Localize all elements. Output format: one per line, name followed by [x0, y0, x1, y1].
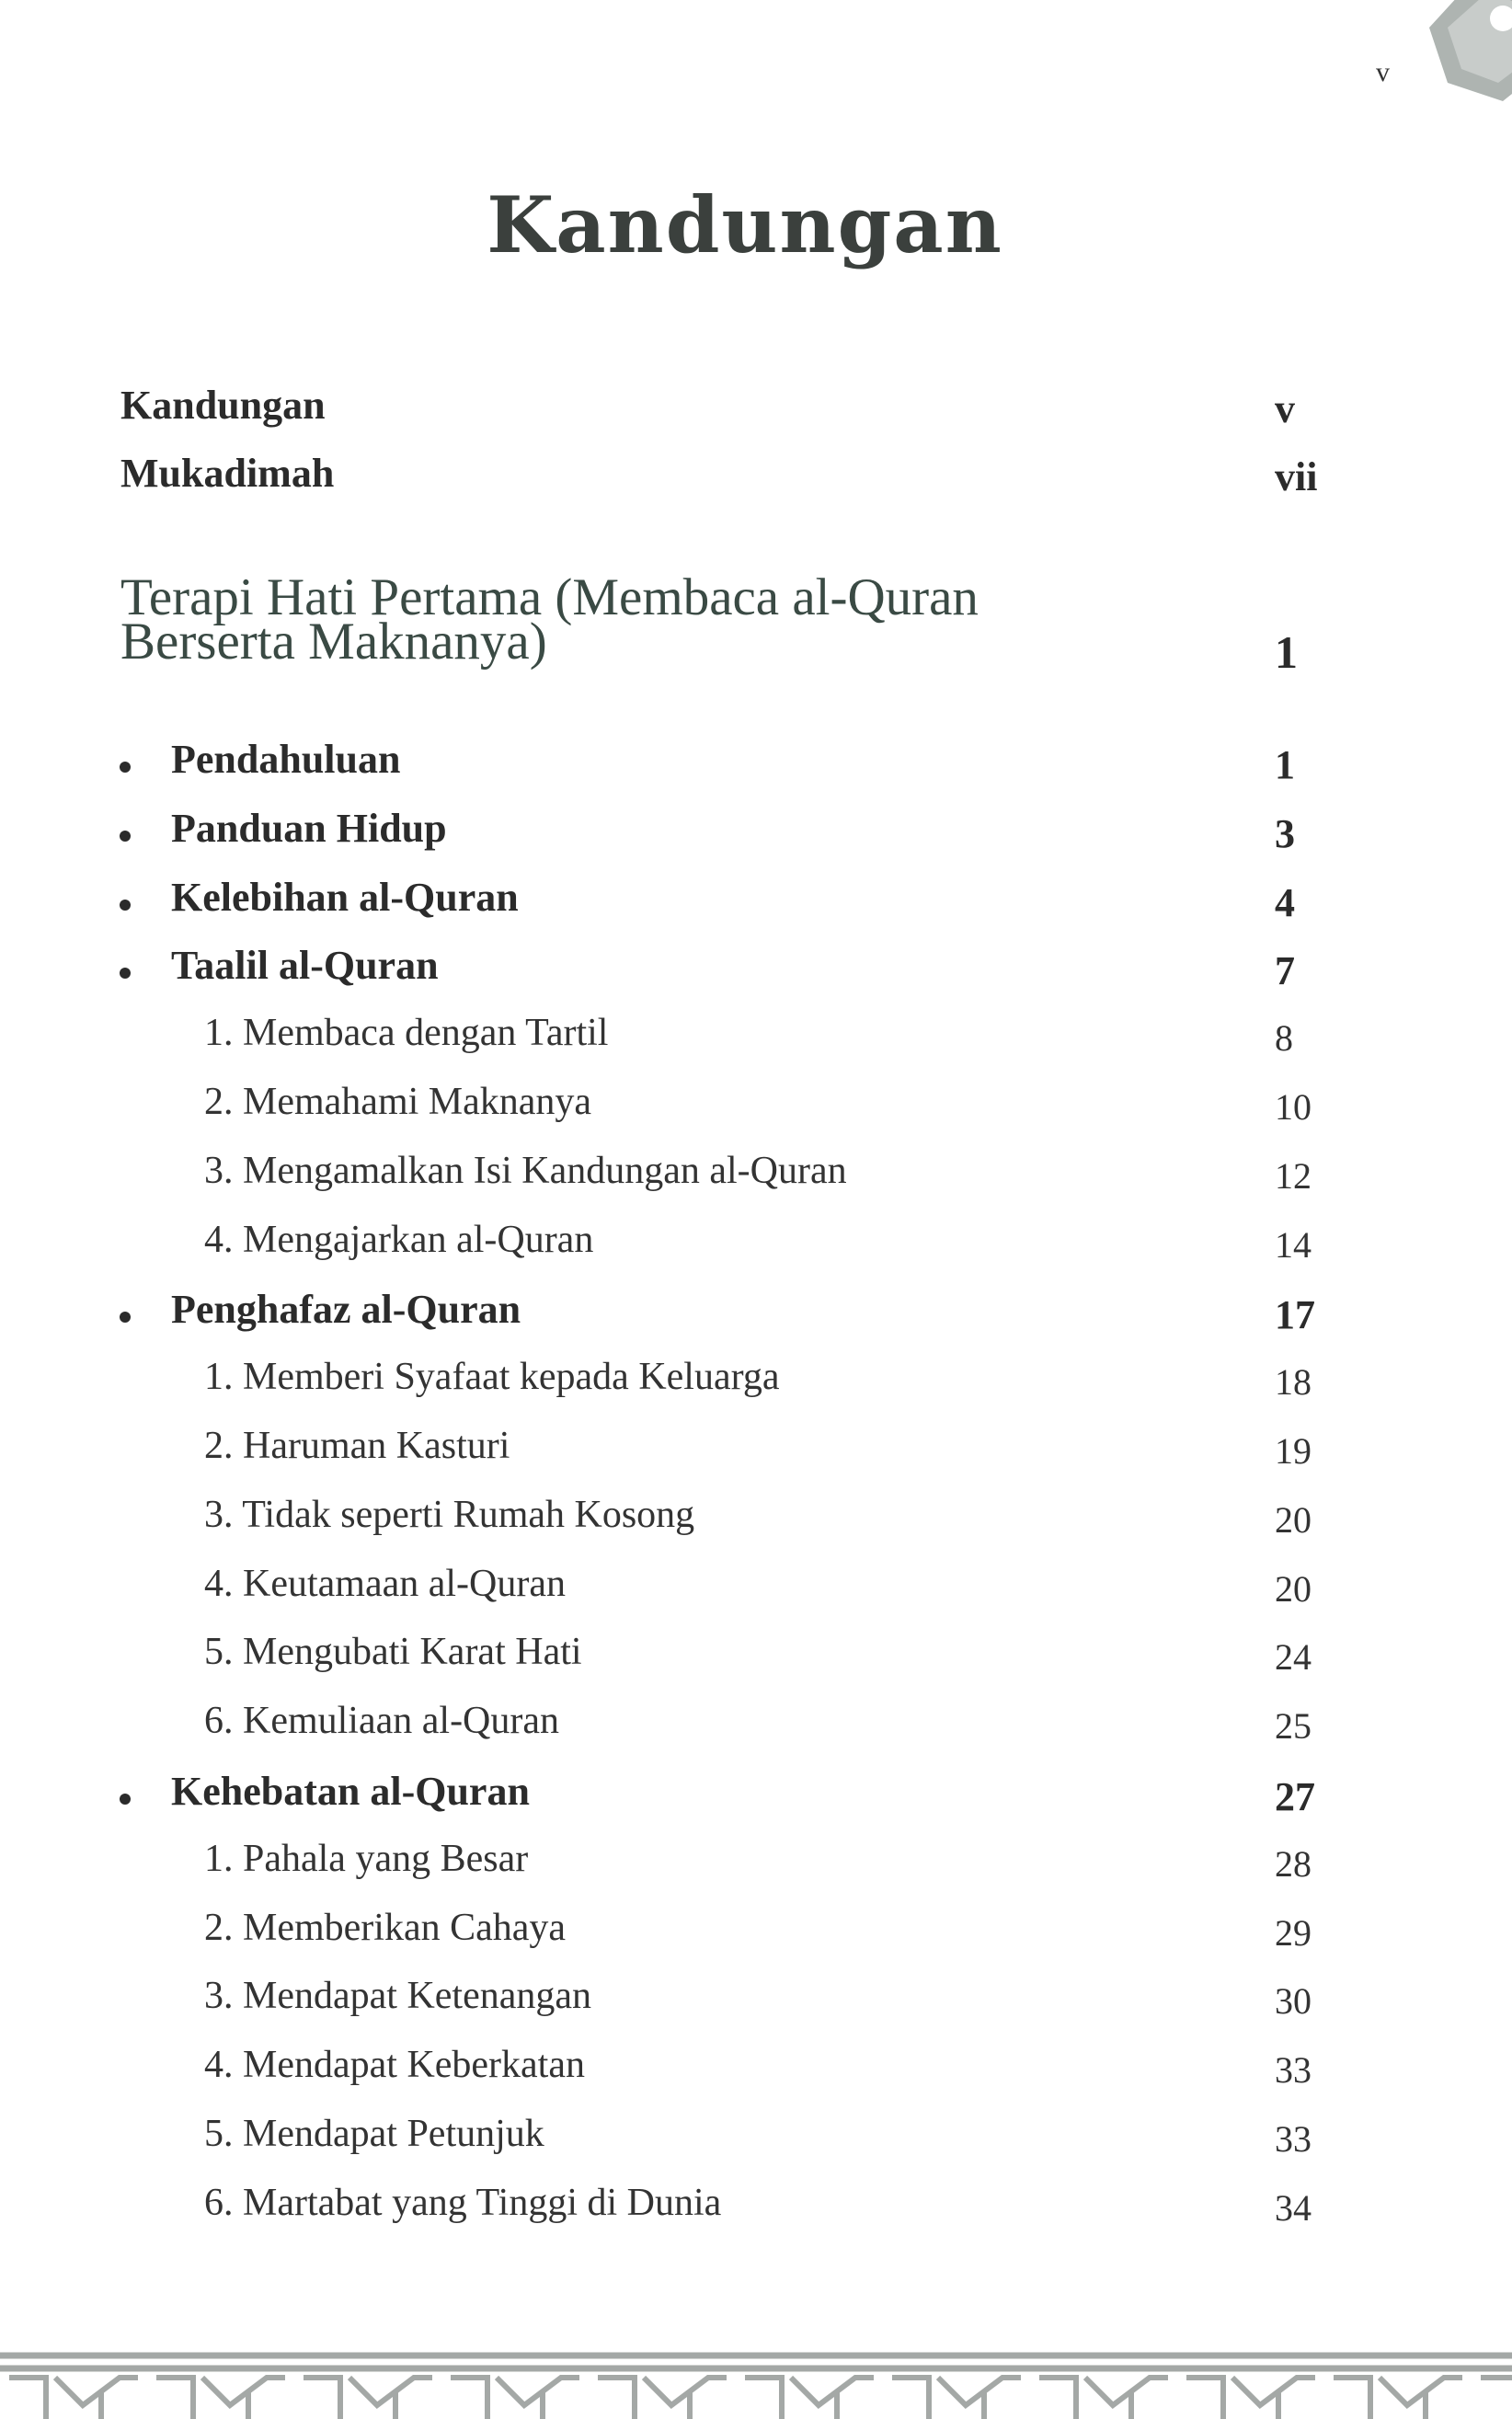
toc-label: 3. Tidak seperti Rumah Kosong	[204, 1493, 695, 1536]
toc-subentry[interactable]	[0, 1630, 1512, 1685]
toc-subentry[interactable]	[0, 1493, 1512, 1548]
page-number: v	[1376, 57, 1390, 87]
page-title: Kandungan	[487, 179, 1003, 270]
toc-subentry[interactable]	[0, 2112, 1512, 2167]
toc-entry[interactable]	[0, 942, 1512, 997]
toc-page: 33	[1275, 2049, 1312, 2092]
toc-label: Panduan Hidup	[171, 805, 447, 851]
toc-subentry[interactable]	[0, 1080, 1512, 1135]
toc-page: 29	[1275, 1911, 1312, 1954]
toc-subentry[interactable]	[0, 2043, 1512, 2098]
toc-page: 10	[1275, 1086, 1312, 1128]
toc-entry[interactable]	[0, 736, 1512, 791]
toc-subentry[interactable]	[0, 1355, 1512, 1410]
toc-subentry[interactable]	[0, 1906, 1512, 1961]
toc-label: 2. Memberikan Cahaya	[204, 1906, 567, 1949]
toc-label: 1. Pahala yang Besar	[204, 1837, 529, 1880]
toc-label: 2. Memahami Maknanya	[204, 1081, 592, 1123]
border-motif	[892, 2378, 1021, 2419]
toc-page: 7	[1275, 948, 1295, 994]
toc-section[interactable]	[0, 568, 1512, 678]
toc-label: Kelebihan al-Quran	[171, 874, 519, 920]
toc-page: 8	[1275, 1017, 1293, 1060]
toc-subentry[interactable]	[0, 1218, 1512, 1273]
border-motif	[156, 2378, 285, 2419]
toc-label: 3. Mendapat Ketenangan	[204, 1975, 592, 2018]
border-motif	[598, 2378, 727, 2419]
bullet-icon	[120, 762, 131, 773]
ornament-corner-icon	[1411, 0, 1512, 110]
toc-page: 25	[1275, 1705, 1312, 1748]
toc-page: v	[1275, 386, 1295, 431]
toc-page: 28	[1275, 1842, 1312, 1885]
toc-label: Pendahuluan	[171, 737, 401, 782]
toc-entry[interactable]	[0, 805, 1512, 860]
toc-label: Kandungan	[120, 383, 326, 428]
toc-page: 20	[1275, 1567, 1312, 1610]
toc-page: 20	[1275, 1498, 1312, 1541]
toc-entry[interactable]	[0, 1768, 1512, 1823]
toc-subentry[interactable]	[0, 1837, 1512, 1892]
toc-page: 1	[1275, 626, 1298, 678]
toc-entry[interactable]	[0, 874, 1512, 929]
toc-page: 33	[1275, 2118, 1312, 2160]
bullet-icon	[120, 1312, 131, 1323]
toc-page: 3	[1275, 810, 1295, 856]
toc-page: 17	[1275, 1292, 1315, 1338]
toc-page: 30	[1275, 1980, 1312, 2023]
toc-page: 18	[1275, 1361, 1312, 1404]
toc-subentry[interactable]	[0, 1699, 1512, 1754]
toc-page: vii	[1275, 454, 1318, 499]
section-title-line1: Terapi Hati Pertama (Membaca al-Quran	[120, 568, 979, 626]
toc-label: 6. Kemuliaan al-Quran	[204, 1700, 560, 1743]
border-motif	[1334, 2378, 1462, 2419]
toc-subentry[interactable]	[0, 1424, 1512, 1479]
toc-page: 27	[1275, 1774, 1315, 1819]
toc-label: 1. Memberi Syafaat kepada Keluarga	[204, 1356, 780, 1399]
toc-subentry[interactable]	[0, 2181, 1512, 2236]
border-motif	[9, 2378, 138, 2419]
border-motif	[1039, 2378, 1168, 2419]
border-motif	[1186, 2378, 1315, 2419]
toc-subentry[interactable]	[0, 1011, 1512, 1066]
toc-subentry[interactable]	[0, 1974, 1512, 2029]
bullet-icon	[120, 968, 131, 979]
toc-label: 5. Mengubati Karat Hati	[204, 1631, 582, 1674]
toc-page: 1	[1275, 742, 1295, 787]
toc-label: Mukadimah	[120, 451, 335, 496]
toc-label: 2. Haruman Kasturi	[204, 1425, 510, 1467]
toc-label: Penghafaz al-Quran	[171, 1287, 521, 1333]
toc-label: 4. Keutamaan al-Quran	[204, 1562, 566, 1605]
toc-label: 5. Mendapat Petunjuk	[204, 2113, 544, 2155]
toc-label: 1. Membaca dengan Tartil	[204, 1012, 609, 1055]
toc-page: 14	[1275, 1223, 1312, 1266]
bullet-icon	[120, 831, 131, 842]
toc-label: Taalil al-Quran	[171, 943, 439, 989]
toc-page: 4	[1275, 879, 1295, 925]
bullet-icon	[120, 900, 131, 911]
ornamental-border	[0, 2350, 1512, 2419]
toc-page: 12	[1275, 1154, 1312, 1197]
bullet-icon	[120, 1794, 131, 1805]
toc-entry[interactable]	[0, 1286, 1512, 1341]
border-motif	[745, 2378, 874, 2419]
toc-label: Kehebatan al-Quran	[171, 1769, 530, 1814]
toc-label: 4. Mendapat Keberkatan	[204, 2044, 585, 2087]
toc-label: 6. Martabat yang Tinggi di Dunia	[204, 2181, 722, 2224]
toc-label: 3. Mengamalkan Isi Kandungan al-Quran	[204, 1149, 847, 1192]
toc-subentry[interactable]	[0, 1149, 1512, 1204]
border-motif	[451, 2378, 579, 2419]
toc-page: 34	[1275, 2186, 1312, 2229]
toc-label: 4. Mengajarkan al-Quran	[204, 1218, 594, 1261]
toc-entry[interactable]	[0, 382, 1512, 437]
border-motif	[304, 2378, 432, 2419]
toc-subentry[interactable]	[0, 1562, 1512, 1617]
toc-page: 19	[1275, 1430, 1312, 1472]
section-title-line2: Berserta Maknanya)	[120, 613, 547, 671]
border-motif	[1481, 2378, 1512, 2419]
toc-page: 24	[1275, 1636, 1312, 1679]
toc-entry[interactable]	[0, 450, 1512, 505]
